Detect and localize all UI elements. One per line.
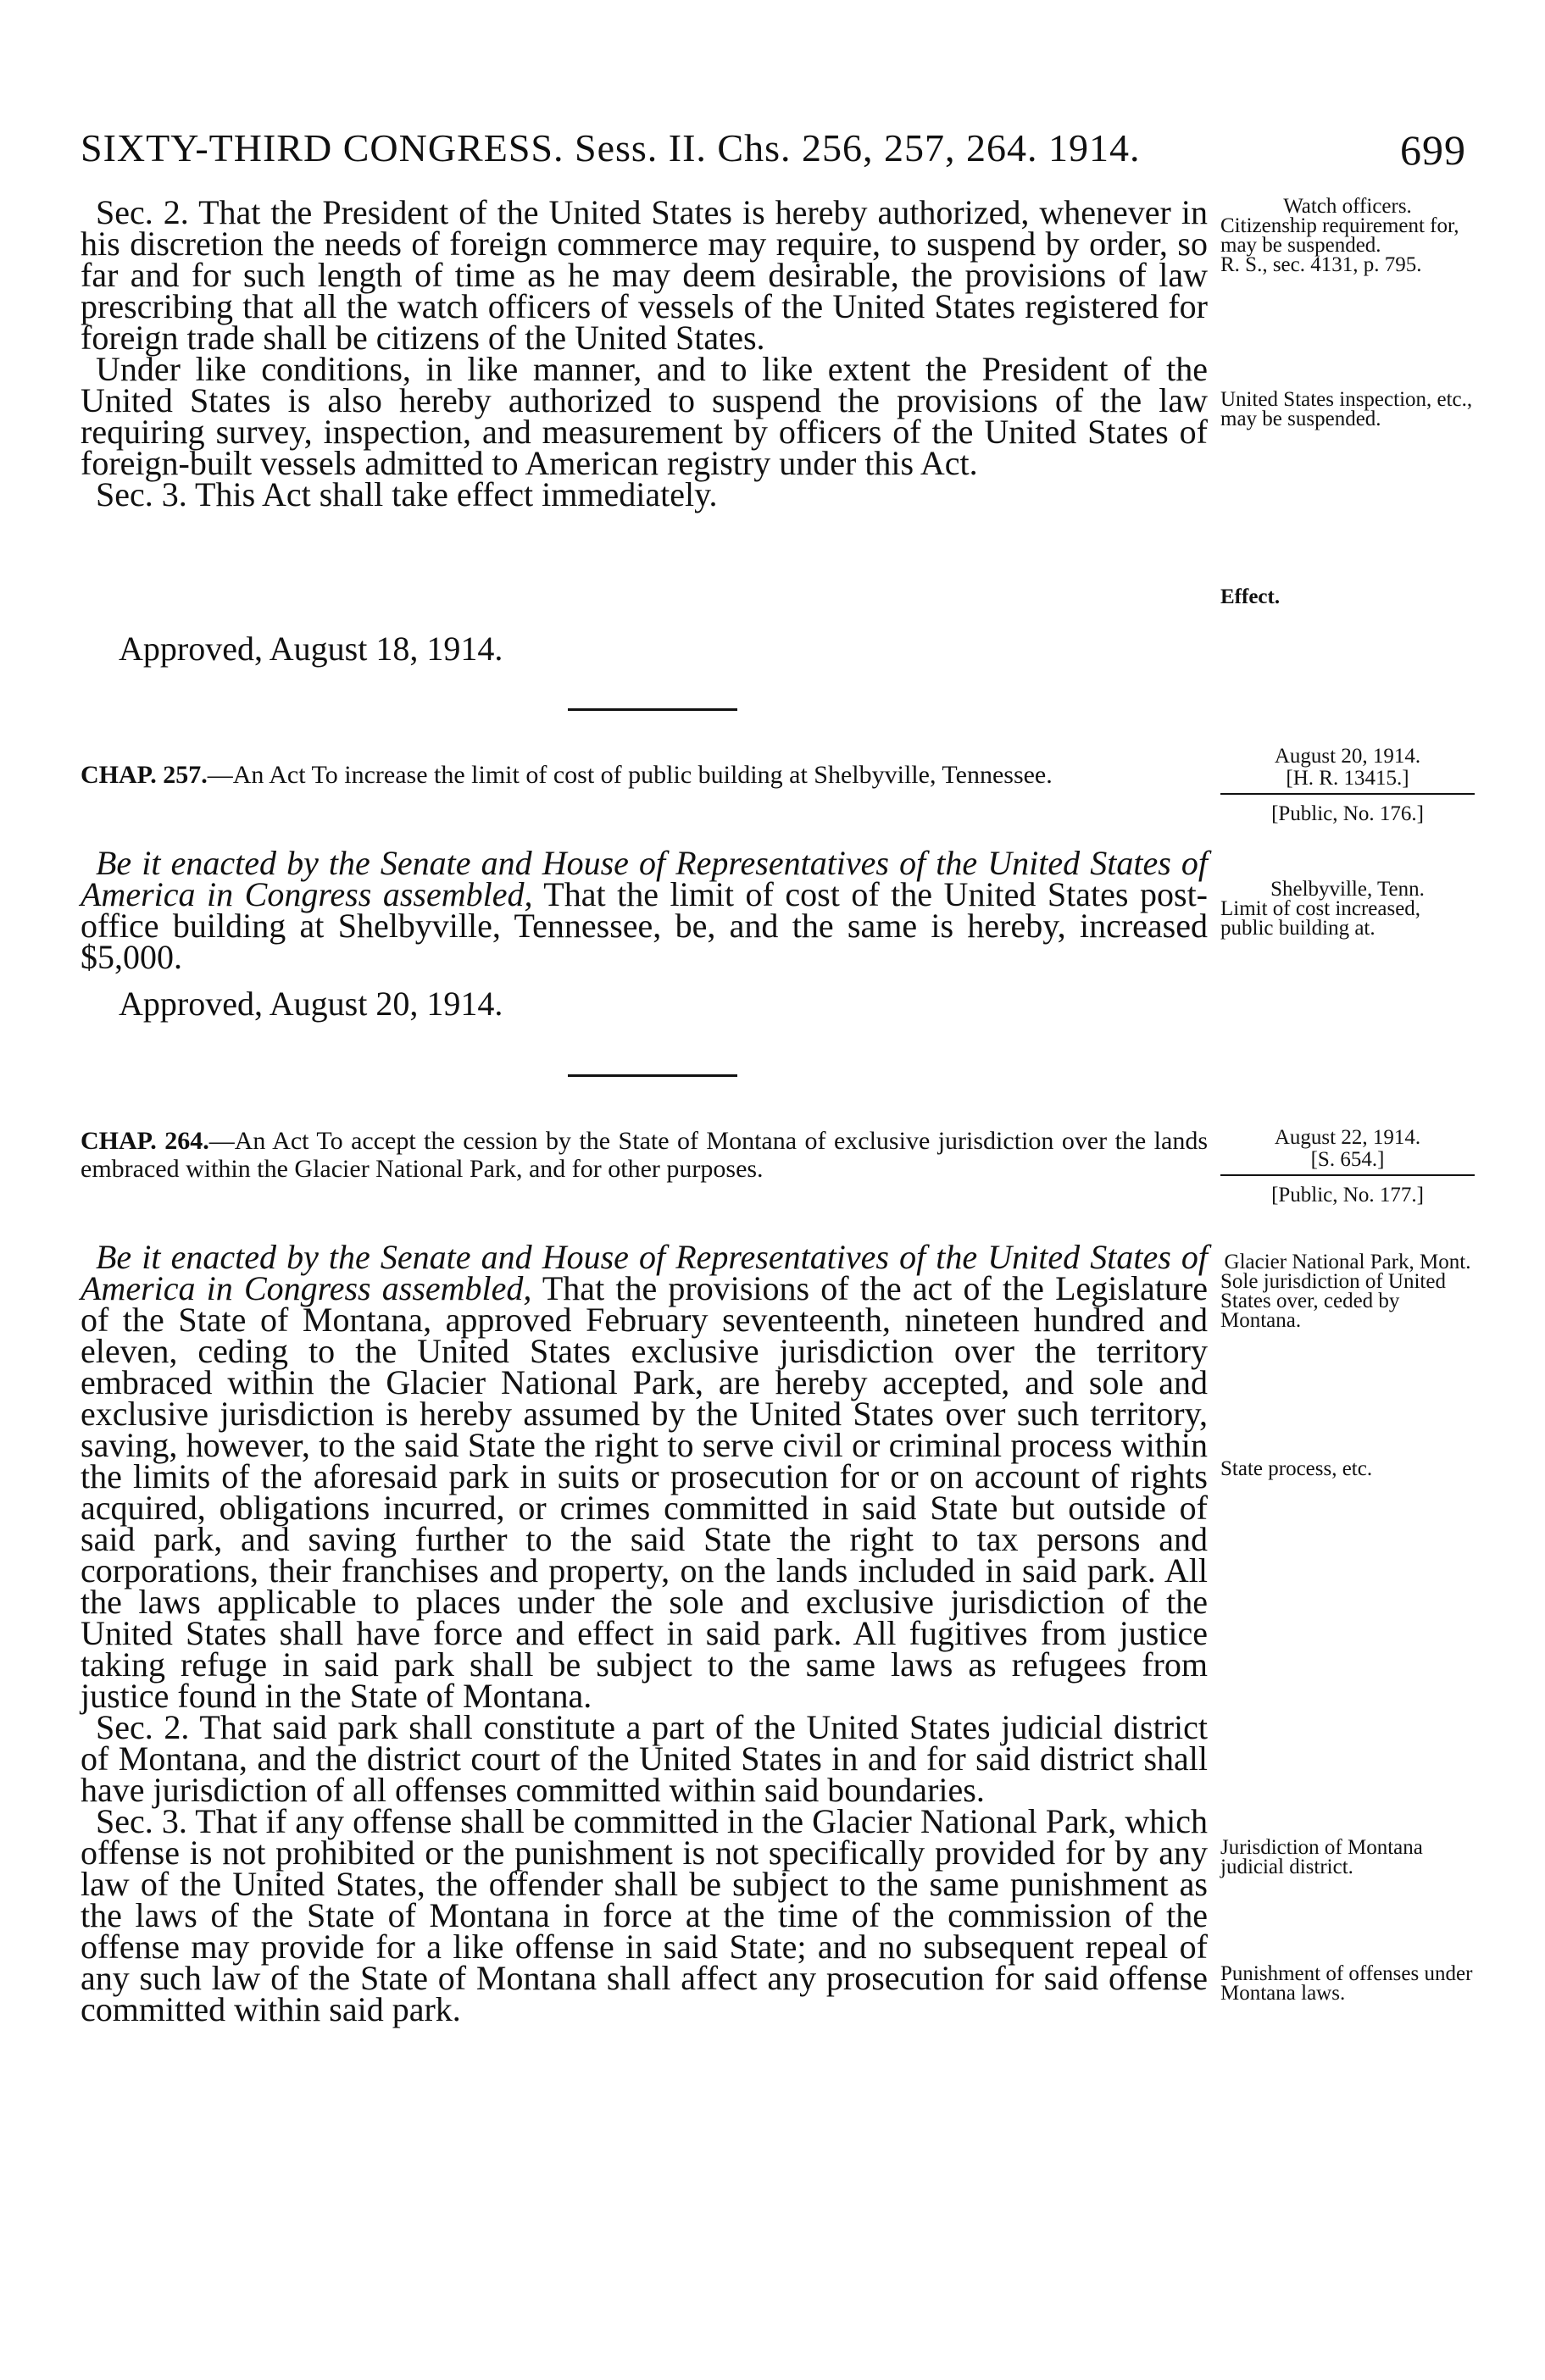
ch264-bill: [S. 654.] xyxy=(1220,1149,1475,1176)
header-title: SIXTY-THIRD CONGRESS. Sess. II. Chs. 256, 257, 264. 1914. xyxy=(81,126,1141,169)
margin-shelbyville: Shelbyville, Tenn. xyxy=(1270,878,1425,901)
ch264-title xyxy=(81,1127,1208,1183)
margin-glacier-park: Glacier National Park, Mont. xyxy=(1224,1251,1471,1273)
running-header xyxy=(81,125,1466,176)
ch264-date: August 22, 1914. xyxy=(1274,1126,1421,1149)
ch257-date-block xyxy=(1220,746,1475,825)
margin-punishment: Punishment of offenses under Montana laws. xyxy=(1220,1962,1473,2005)
margin-citizenship: Citizenship requirement for, may be suspended. xyxy=(1220,214,1459,257)
ch264-paragraph xyxy=(81,1238,1208,1715)
ch257-label: CHAP. 257. xyxy=(81,761,208,789)
ch264-label: CHAP. 264. xyxy=(81,1127,209,1155)
ch264-date-block xyxy=(1220,1127,1475,1207)
ch256-body xyxy=(81,193,1208,513)
margin-state-process: State process, etc. xyxy=(1220,1457,1373,1480)
margin-effect: Effect. xyxy=(1220,585,1281,608)
ch256-sec2-second-paragraph: Under like conditions, in like manner, and to like extent the President of the United States is also hereby authorized to suspend the provisions of the law requiring survey, inspection, and measurement by officers of the United States of foreign-built vessels admitted to American registry under this Act. xyxy=(81,350,1208,482)
margin-watch-officers: Watch officers. xyxy=(1283,195,1412,218)
ch257-body xyxy=(81,844,1208,976)
ch257-paragraph xyxy=(81,844,1208,976)
ch257-bill: [H. R. 13415.] xyxy=(1220,768,1475,795)
margin-inspection: United States inspection, etc., may be suspended. xyxy=(1220,388,1473,430)
ch264-sec2: Sec. 2. That said park shall constitute a part of the United States judicial district of Montana, and the district court of the United States in and for said district shall have jurisdiction of all offenses committed within said boundaries. xyxy=(81,1708,1208,1809)
margin-sole-jurisdiction: Sole jurisdiction of United States over, ceded by Montana. xyxy=(1220,1270,1446,1332)
ch257-margin-notes xyxy=(1220,879,1475,938)
ch264-sec3: Sec. 3. That if any offense shall be committed in the Glacier National Park, which offense is not prohibited or the punishment is not specifically provided for by any law of the United States, the offender shall be subject to the same punishment as the laws of the State of Montana in force at the time of the commission of the offense may provide for a like offense in said State; and no subsequent repeal of any such law of the State of Montana shall affect any prosecution for said offense committed within said park. xyxy=(81,1802,1208,2028)
ch256-sec3: Sec. 3. This Act shall take effect immediately. xyxy=(96,475,718,513)
section-divider xyxy=(568,1074,737,1077)
ch256-margin-notes xyxy=(1220,197,1475,275)
ch264-enacting-clause: Be it enacted by the Senate and House of Representatives of the United States of America in Congress assembled, xyxy=(81,1238,1208,1307)
ch257-title-text: —An Act To increase the limit of cost of public building at Shelbyville, Tennessee. xyxy=(207,761,1053,789)
ch264-text: That the provisions of the act of the Legislature of the State of Montana, approved February seventeenth, nineteen hundred and eleven, ceding to the United States exclusive jurisdiction over the territory embraced within the Glacier National Park, are hereby accepted, and sole and exclusive jurisdiction is hereby assumed by the United States over such territory, saving, however, to the said State the right to serve civil or criminal process within the limits of the aforesaid park in suits or prosecution for or on account of rights acquired, obligations incurred, or crimes committed in said State but outside of said park, and saving further to the said State the right to tax persons and corporations, their franchises and property, on the lands included in said park. All the laws applicable to places under the sole and exclusive jurisdiction of the United States shall have force and effect in said park. All fugitives from justice taking refuge in said park shall be subject to the same laws as refugees from justice found in the State of Montana. xyxy=(81,1269,1208,1715)
ch256-sec2-paragraph: Sec. 2. That the President of the United States is hereby authorized, whenever in his discretion the needs of foreign commerce may require, to suspend by order, so far and for such length of time as he may deem desirable, the provisions of law prescribing that all the watch officers of vessels of the United States registered for foreign trade shall be citizens of the United States. xyxy=(81,193,1208,357)
ch264-title-text: —An Act To accept the cession by the State of Montana of exclusive jurisdiction over the lands embraced within the Glacier National Park, and for other purposes. xyxy=(81,1127,1208,1183)
ch257-enacting-clause: Be it enacted by the Senate and House of Representatives of the United States of America in Congress assembled, xyxy=(81,844,1208,913)
ch264-body xyxy=(81,1238,1208,2028)
ch264-margin-notes xyxy=(1220,1252,1475,1330)
page-number: 699 xyxy=(1400,126,1466,174)
ch256-approved: Approved, August 18, 1914. xyxy=(119,630,503,668)
margin-limit-of-cost: Limit of cost increased, public building at. xyxy=(1220,897,1421,940)
margin-rs-reference: R. S., sec. 4131, p. 795. xyxy=(1220,253,1422,276)
section-divider xyxy=(568,708,737,711)
ch257-public-number: [Public, No. 176.] xyxy=(1271,802,1424,825)
ch264-public-number: [Public, No. 177.] xyxy=(1271,1184,1424,1207)
ch257-text: That the limit of cost of the United States post-office building at Shelbyville, Tennessee, be, and the same is hereby, increased $5,000. xyxy=(81,875,1208,976)
ch257-approved: Approved, August 20, 1914. xyxy=(119,985,503,1023)
margin-jurisdiction: Jurisdiction of Montana judicial district. xyxy=(1220,1836,1423,1878)
ch257-date: August 20, 1914. xyxy=(1274,745,1421,768)
ch257-title xyxy=(81,761,1208,789)
